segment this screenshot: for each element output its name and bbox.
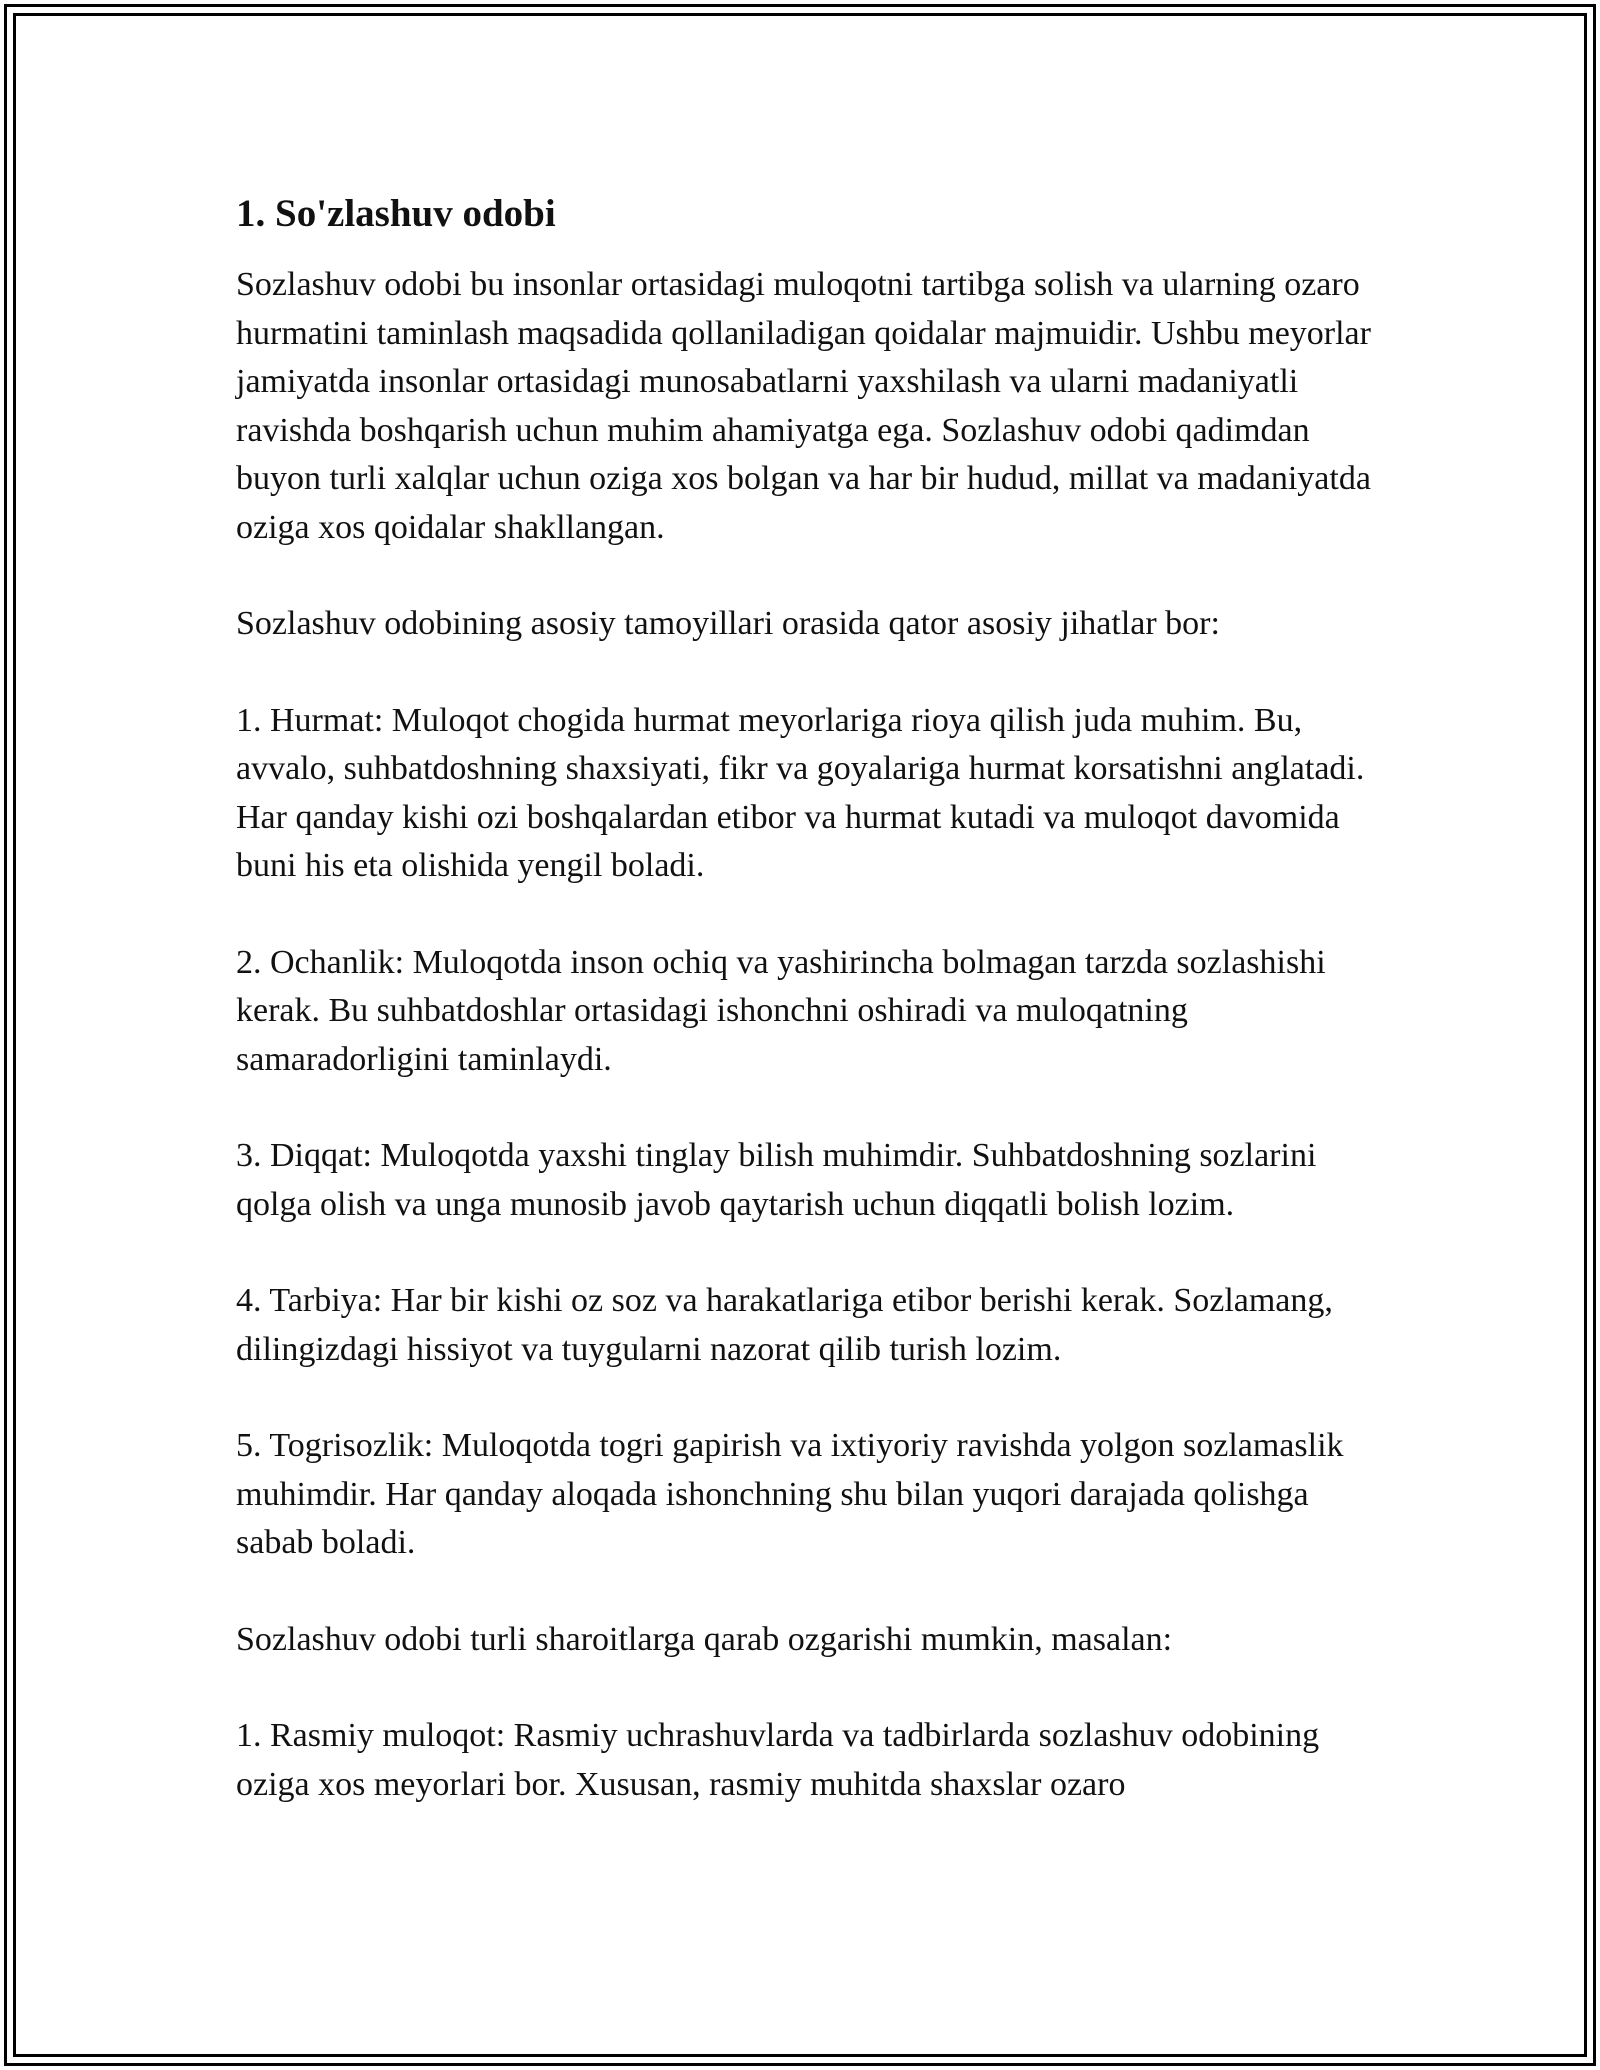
section-heading: 1. So'zlashuv odobi bbox=[236, 192, 556, 235]
paragraph-intro: Sozlashuv odobi bu insonlar ortasidagi muloqotni tartibga solish va ularning ozaro hurmatini taminlash maqsadida qollaniladigan qoidalar majmuidir. Ushbu meyorlar jamiyatda insonlar ortasidagi munosabatlarni yaxshilash va ularni madaniyatli ravishda boshqarish uchun muhim ahamiyatga ega. Sozlashuv odobi qadimdan buyon turli xalqlar uchun oziga xos bolgan va har bir hudud, millat va madaniyatda oziga xos qoidalar shakllangan. bbox=[236, 266, 1371, 546]
paragraph-situations-lead: Sozlashuv odobi turli sharoitlarga qarab ozgarishi mumkin, masalan: bbox=[236, 1620, 1173, 1658]
paragraph-truthfulness: 5. Togrisozlik: Muloqotda togri gapirish va ixtiyoriy ravishda yolgon sozlamaslik muhimdir. Har qanday aloqada ishonchning shu bilan yuqori darajada qolishga sabab boladi. bbox=[236, 1427, 1344, 1561]
paragraph-formal-communication: 1. Rasmiy muloqot: Rasmiy uchrashuvlarda va tadbirlarda sozlashuv odobining oziga xos meyorlari bor. Xususan, rasmiy muhitda shaxslar ozaro bbox=[236, 1717, 1320, 1803]
paragraph-openness: 2. Ochanlik: Muloqotda inson ochiq va yashirincha bolmagan tarzda sozlashishi kerak. Bu suhbatdoshlar ortasidagi ishonchni oshiradi va muloqatning samaradorligini taminlaydi. bbox=[236, 943, 1326, 1078]
document-body bbox=[236, 185, 1386, 1857]
paragraph-respect: 1. Hurmat: Muloqot chogida hurmat meyorlariga rioya qilish juda muhim. Bu, avvalo, suhbatdoshning shaxsiyati, fikr va goyalariga hurmat korsatishni anglatadi. Har qanday kishi ozi boshqalardan etibor va hurmat kutadi va muloqot davomida buni his eta olishida yengil boladi. bbox=[236, 701, 1365, 884]
paragraph-upbringing: 4. Tarbiya: Har bir kishi oz soz va harakatlariga etibor berishi kerak. Sozlamang, dilingizdagi hissiyot va tuygularni nazorat qilib turish lozim. bbox=[236, 1282, 1333, 1368]
paragraph-principles-lead: Sozlashuv odobining asosiy tamoyillari orasida qator asosiy jihatlar bor: bbox=[236, 605, 1220, 642]
paragraph-attention: 3. Diqqat: Muloqotda yaxshi tinglay bilish muhimdir. Suhbatdoshning sozlarini qolga olish va unga munosib javob qaytarish uchun diqqatli bolish lozim. bbox=[236, 1137, 1317, 1223]
